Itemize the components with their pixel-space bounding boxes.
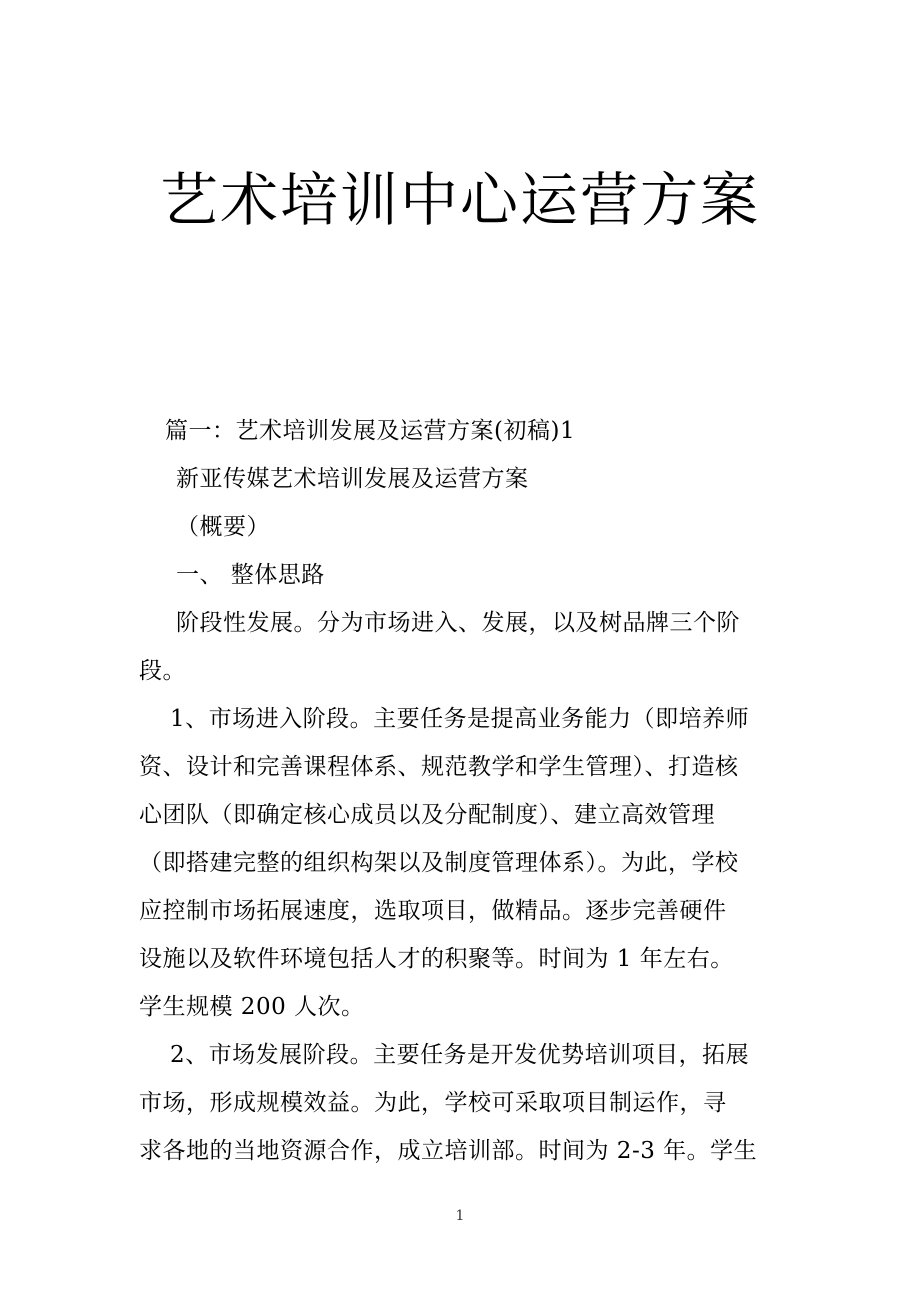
body-line: 段。 bbox=[139, 658, 186, 684]
body-line: （即搭建完整的组织构架以及制度管理体系）。为此，学校 bbox=[139, 850, 739, 876]
body-line: 2、市场发展阶段。主要任务是开发优势培训项目，拓展 bbox=[170, 1042, 750, 1068]
page-number: 1 bbox=[455, 1208, 465, 1224]
body-line: 新亚传媒艺术培训发展及运营方案 bbox=[176, 466, 529, 492]
body-line: 阶段性发展。分为市场进入、发展，以及树品牌三个阶 bbox=[176, 610, 740, 636]
document-title: 艺术培训中心运营方案 bbox=[159, 166, 760, 234]
body-line: 一、 整体思路 bbox=[176, 562, 325, 588]
body-line: 学生规模 200 人次。 bbox=[139, 994, 365, 1020]
body-line: 篇一：艺术培训发展及运营方案(初稿)1 bbox=[165, 418, 576, 444]
body-line: 心团队（即确定核心成员以及分配制度）、建立高效管理 bbox=[139, 802, 715, 828]
body-line: 市场，形成规模效益。为此，学校可采取项目制运作，寻 bbox=[139, 1090, 727, 1116]
body-line: 设施以及软件环境包括人才的积聚等。时间为 1 年左右。 bbox=[139, 946, 734, 972]
body-line: 应控制市场拓展速度，选取项目，做精品。逐步完善硬件 bbox=[139, 898, 727, 924]
body-line: 资、设计和完善课程体系、规范教学和学生管理）、打造核 bbox=[139, 754, 739, 780]
body-line: （概要） bbox=[176, 514, 270, 540]
body-line: 求各地的当地资源合作，成立培训部。时间为 2-3 年。学生 bbox=[139, 1138, 758, 1164]
body-line: 1、市场进入阶段。主要任务是提高业务能力（即培养师 bbox=[170, 706, 750, 732]
